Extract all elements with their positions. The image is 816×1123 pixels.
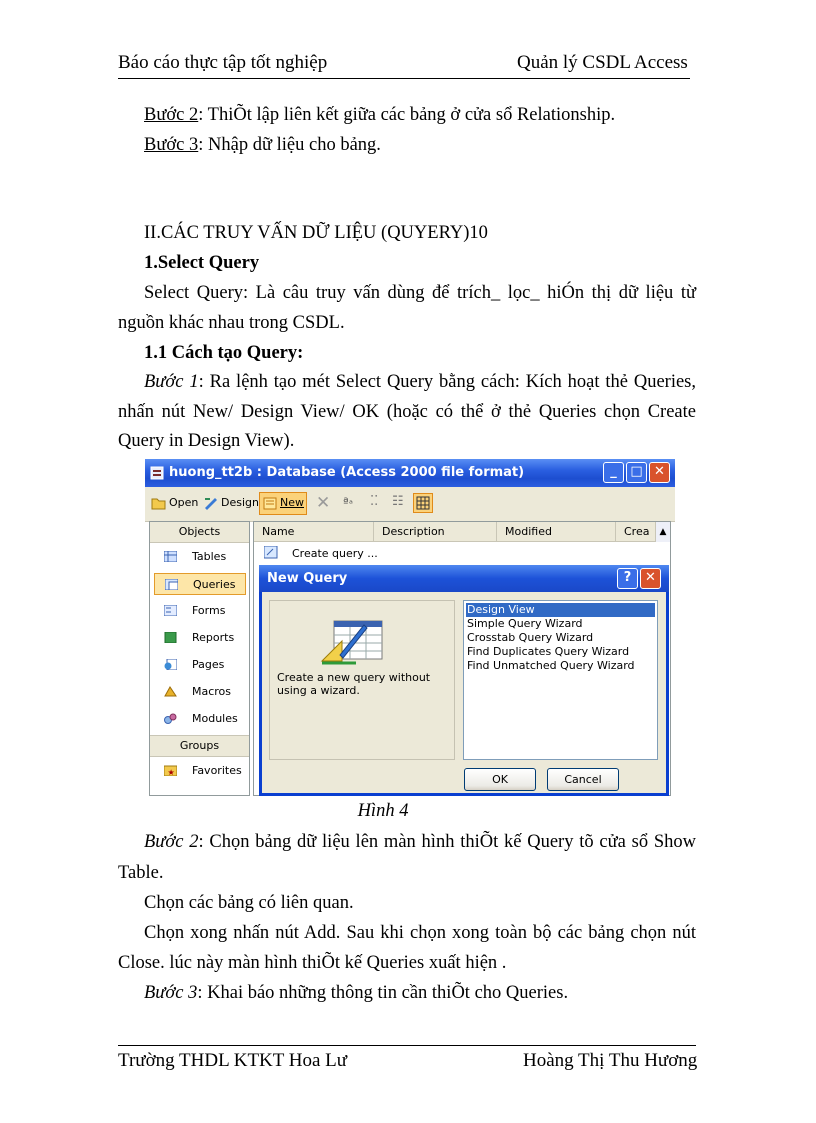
add-line1: Chọn xong nhấn nút Add. Sau khi chọn xong toàn bộ các bảng chọn nút [144, 923, 696, 943]
open-button[interactable]: Open [169, 496, 199, 509]
modules-icon [164, 713, 177, 724]
step3-label: Bước 3 [144, 135, 199, 155]
ok-button[interactable]: OK [464, 768, 536, 791]
step3-line [118, 130, 696, 160]
new-icon [263, 497, 277, 510]
close-window-button[interactable]: ✕ [649, 462, 670, 483]
column-name[interactable]: Name [254, 522, 374, 542]
svg-text:★: ★ [167, 768, 175, 776]
open-folder-icon [151, 496, 167, 510]
b3-line [118, 978, 696, 1008]
object-macros[interactable]: Macros [154, 681, 246, 703]
header-rule [118, 78, 690, 79]
delete-icon[interactable]: ✕ [316, 493, 331, 513]
new-query-titlebar [259, 565, 669, 592]
footer-rule [118, 1045, 696, 1046]
b1-line3: Query in Design View). [118, 431, 295, 451]
footer-right: Hoàng Thị Thu Hương [523, 1050, 698, 1071]
b1-text1: : Ra lệnh tạo mét Select Query bằng cách: Kích hoạt thẻ Queries, [198, 372, 696, 392]
column-description[interactable]: Description [374, 522, 497, 542]
para1-line1: Select Query: Là câu truy vấn dùng để trích_ lọc_ hiÓn thị dữ liệu từ [144, 283, 696, 303]
b2-label: Bước 2 [144, 832, 199, 852]
minimize-button[interactable]: _ [603, 462, 624, 483]
object-queries[interactable]: Queries [154, 573, 246, 595]
section-heading: II.CÁC TRUY VẤN DỮ LIỆU (QUYERY)10 [144, 223, 488, 243]
object-tables[interactable]: Tables [154, 546, 246, 568]
design-button[interactable]: Design [221, 496, 259, 509]
pages-icon [164, 659, 177, 670]
cancel-button[interactable]: Cancel [547, 768, 619, 791]
option-find-duplicates-wizard[interactable]: Find Duplicates Query Wizard [467, 645, 630, 658]
header-right: Quản lý CSDL Access [517, 52, 688, 73]
new-query-title: New Query [267, 571, 348, 586]
option-simple-query-wizard[interactable]: Simple Query Wizard [467, 617, 583, 630]
objects-header[interactable]: Objects [150, 522, 249, 543]
choose-tables-line: Chọn các bảng có liên quan. [144, 893, 354, 913]
small-icons-view-icon[interactable]: ᵃ [349, 499, 353, 510]
group-favorites[interactable]: ★ Favorites [154, 760, 246, 782]
design-view-illustration-icon [320, 615, 386, 667]
maximize-button[interactable]: □ [626, 462, 647, 483]
add-line2: Close. lúc này màn hình thiÕt kế Queries xuất hiện . [118, 953, 507, 973]
para1-line2: nguồn khác nhau trong CSDL. [118, 313, 345, 333]
b3-text: : Khai báo những thông tin cần thiÕt cho Queries. [197, 983, 569, 1003]
footer-left: Trường THDL KTKT Hoa Lư [118, 1050, 348, 1071]
forms-icon [164, 605, 177, 616]
groups-header[interactable]: Groups [150, 735, 249, 757]
step2-label: Bước 2 [144, 105, 199, 125]
object-forms[interactable]: Forms [154, 600, 246, 622]
query-description: Create a new query without using a wizard. [277, 671, 431, 697]
object-pages[interactable]: Pages [154, 654, 246, 676]
column-created[interactable]: Crea [616, 522, 656, 542]
scroll-up-icon[interactable]: ▲ [656, 522, 670, 542]
b2-text1: : Chọn bảng dữ liệu lên màn hình thiÕt kế Query tõ cửa sổ Show [198, 832, 696, 852]
column-modified[interactable]: Modified [497, 522, 616, 542]
step3-text: : Nhập dữ liệu cho bảng. [198, 135, 381, 155]
list-view-icon[interactable]: ⁚⁚ [370, 494, 379, 509]
step2-line [118, 100, 696, 130]
database-toolbar [145, 487, 675, 522]
access-screenshot [145, 459, 675, 796]
details-grid-button[interactable] [413, 493, 433, 513]
reports-icon [164, 632, 177, 643]
close-dialog-button[interactable]: ✕ [640, 568, 661, 589]
queries-icon [165, 579, 178, 590]
object-modules[interactable]: Modules [154, 708, 246, 730]
create-query-icon [264, 546, 278, 559]
subheading-create-query: 1.1 Cách tạo Query: [144, 343, 304, 363]
grid-icon [414, 494, 432, 512]
option-design-view[interactable]: Design View [466, 603, 655, 617]
b2-line2: Table. [118, 863, 164, 883]
b1-line2: nhấn nút New/ Design View/ OK (hoặc có thể ở thẻ Queries chọn Create [118, 402, 696, 422]
create-query-item[interactable]: Create query ... [292, 547, 378, 560]
query-type-listbox[interactable] [463, 600, 658, 760]
new-button[interactable]: New [259, 492, 307, 515]
database-icon [150, 466, 164, 480]
details-view-icon[interactable]: ☷ [392, 494, 404, 509]
database-window-titlebar [145, 459, 675, 487]
help-button[interactable]: ? [617, 568, 638, 589]
b1-line1 [118, 367, 696, 397]
subheading-select-query: 1.Select Query [144, 253, 260, 273]
database-window-title: huong_tt2b : Database (Access 2000 file format) [169, 465, 525, 480]
option-crosstab-query-wizard[interactable]: Crosstab Query Wizard [467, 631, 594, 644]
b1-label: Bước 1 [144, 372, 199, 392]
macros-icon [164, 686, 177, 697]
step2-text: : ThiÕt lập liên kết giữa các bảng ở cửa sổ Relationship. [198, 105, 616, 125]
option-find-unmatched-wizard[interactable]: Find Unmatched Query Wizard [467, 659, 635, 672]
object-reports[interactable]: Reports [154, 627, 246, 649]
figure-caption: Hình 4 [357, 801, 409, 821]
favorites-icon [164, 765, 177, 776]
design-icon [203, 495, 219, 510]
new-query-dialog [259, 565, 669, 796]
tables-icon [164, 551, 177, 562]
large-icons-view-icon[interactable]: ª [343, 495, 349, 509]
header-left: Báo cáo thực tập tốt nghiệp [118, 52, 328, 73]
b3-label: Bước 3 [144, 983, 198, 1003]
b2-line1 [118, 827, 696, 857]
query-preview-panel [269, 600, 455, 760]
objects-bar [149, 521, 250, 796]
